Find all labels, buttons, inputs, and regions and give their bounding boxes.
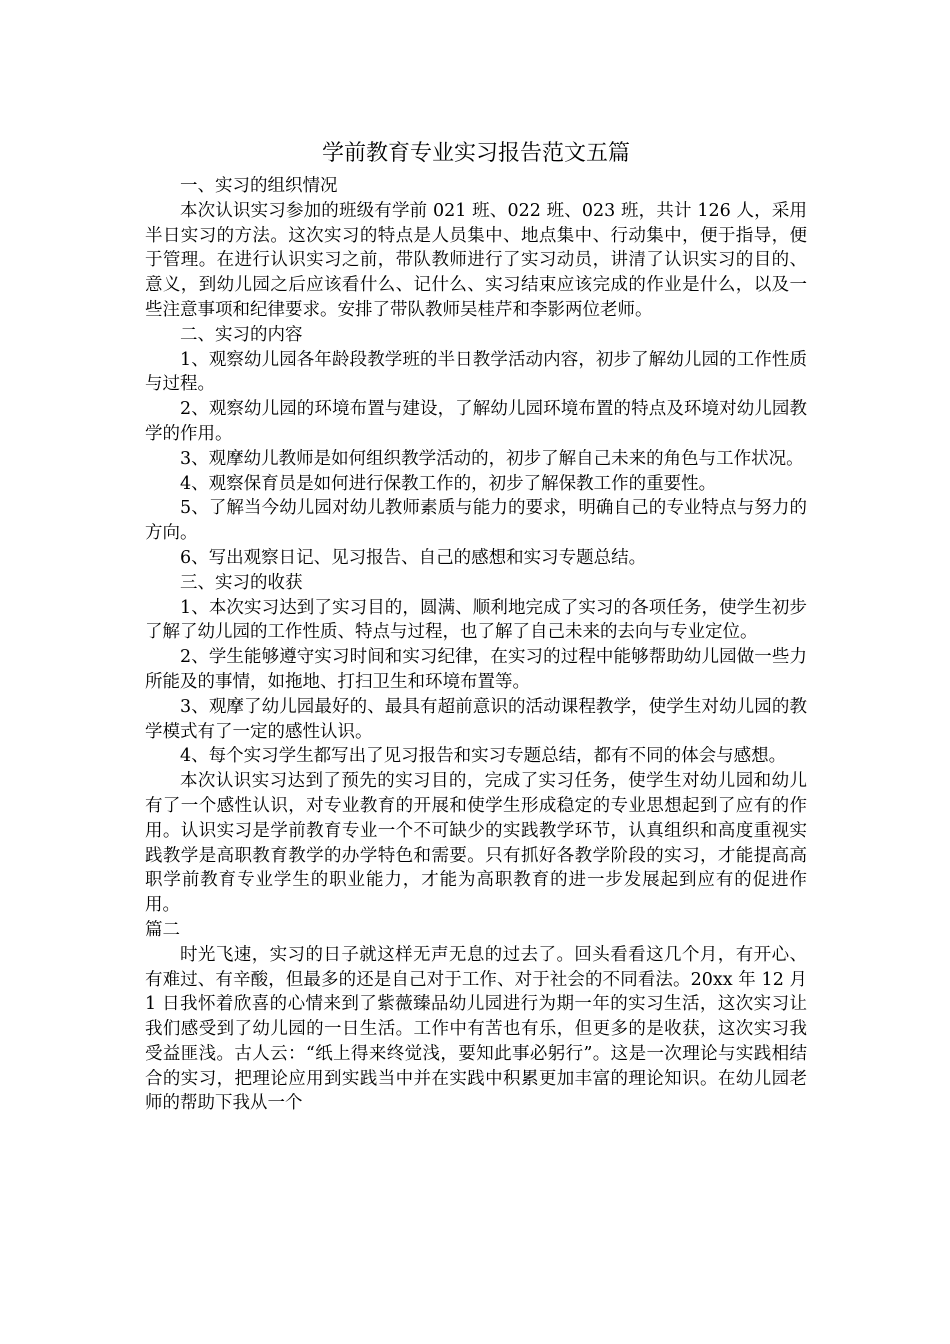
list-item: 2、学生能够遵守实习时间和实习纪律，在实习的过程中能够帮助幼儿园做一些力所能及的事情，如拖地、打扫卫生和环境布置等。 <box>145 647 807 692</box>
list-item: 1、观察幼儿园各年龄段教学班的半日教学活动内容，初步了解幼儿园的工作性质与过程。 <box>145 349 807 395</box>
paragraph: 本次认识实习达到了预先的实习目的，完成了实习任务，使学生对幼儿园和幼儿有了一个感性认识，对专业教育的开展和使学生形成稳定的专业思想起到了应有的作用。认识实习是学前教育专业一个不可缺少的实践教学环节，认真组织和高度重视实践教学是高职教育教学的办学特色和需要。只有抓好各教学阶段的实习，才能提高高职学前教育专业学生的职业能力，才能为高职教育的进一步发展起到应有的促进作用。 <box>145 771 807 916</box>
paragraph: 时光飞速，实习的日子就这样无声无息的过去了。回头看看这几个月，有开心、有难过、有辛酸，但最多的还是自己对于工作、对于社会的不同看法。20xx 年 12 月 1 日我怀着欣喜的心情来到了紫薇臻品幼儿园进行为期一年的实习生活，这次实习让我们感受到了幼儿园的一日生活。工作中有苦也有乐，但更多的是收获，这次实习我受益匪浅。古人云：“纸上得来终觉浅，要知此事必躬行”。这是一次理论与实践相结合的实习，把理论应用到实践当中并在实践中积累更加丰富的理论知识。在幼儿园老师的帮助下我从一个 <box>145 944 807 1114</box>
list-item: 3、观摩了幼儿园最好的、最具有超前意识的活动课程教学，使学生对幼儿园的教学模式有了一定的感性认识。 <box>145 696 807 742</box>
section-heading: 二、实习的内容 <box>180 324 303 345</box>
list-item: 5、了解当今幼儿园对幼儿教师素质与能力的要求，明确自己的专业特点与努力的方向。 <box>145 498 807 544</box>
paragraph: 本次认识实习参加的班级有学前 021 班、022 班、023 班，共计 126 人，采用半日实习的方法。这次实习的特点是人员集中、地点集中、行动集中，便于指导，便于管理。在进行认识实习之前，带队教师进行了实习动员，讲清了认识实习的目的、意义，到幼儿园之后应该看什么、记什么、实习结束应该完成的作业是什么，以及一些注意事项和纪律要求。安排了带队教师吴桂芹和李影两位老师。 <box>145 200 807 320</box>
list-item: 1、本次实习达到了实习目的，圆满、顺利地完成了实习的各项任务，使学生初步了解了幼儿园的工作性质、特点与过程，也了解了自己未来的去向与专业定位。 <box>145 597 807 643</box>
list-item: 6、写出观察日记、见习报告、自己的感想和实习专题总结。 <box>180 547 647 568</box>
section-heading: 三、实习的收获 <box>180 572 303 593</box>
section-heading: 一、实习的组织情况 <box>180 176 338 196</box>
part-heading: 篇二 <box>145 919 180 940</box>
list-item: 4、观察保育员是如何进行保教工作的，初步了解保教工作的重要性。 <box>180 473 717 494</box>
document-page <box>145 138 807 1116</box>
document-title: 学前教育专业实习报告范文五篇 <box>321 141 630 166</box>
list-item: 3、观摩幼儿教师是如何组织教学活动的，初步了解自己未来的角色与工作状况。 <box>180 448 804 469</box>
list-item: 2、观察幼儿园的环境布置与建设，了解幼儿园环境布置的特点及环境对幼儿园教学的作用。 <box>145 399 807 444</box>
list-item: 4、每个实习学生都写出了见习报告和实习专题总结，都有不同的体会与感想。 <box>180 746 787 767</box>
